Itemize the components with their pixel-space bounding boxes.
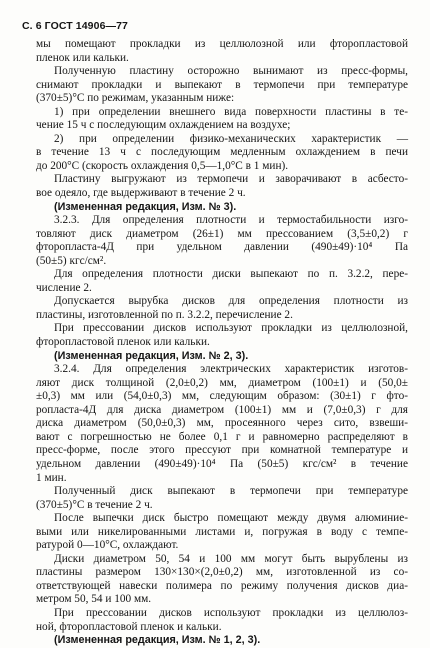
text-line: ляют диск толщиной (2,0±0,2) мм, диаметром (100±1) и (50,0± (36, 376, 408, 389)
text-line: ±0,3) мм или (54,0±0,3) мм, следующим образом: (30±1) г фто- (36, 390, 408, 403)
text-line: Полученный диск выпекают в термопечи при температуре (54, 485, 408, 498)
text-line: ратурой 0—10°С, охлаждают. (36, 539, 179, 552)
text-line: 1 мин. (36, 471, 67, 484)
text-line: Пластину выгружают из термопечи и заворачивают в асбесто- (54, 173, 408, 186)
revision-note: (Измененная редакция, Изм. № 1, 2, 3). (54, 634, 261, 647)
text-line: чение 15 ч с последующим охлаждением на воздухе; (36, 119, 291, 132)
text-line: Для определения плотности диски выпекают по п. 3.2.2, пере- (54, 268, 408, 281)
text-line: фторопласта-4Д при удельном давлении (490±49)·10⁴ Па (36, 241, 408, 254)
text-line: ропласта-4Д для диска диаметром (100±1) мм и (7,0±0,3) г для (36, 403, 408, 416)
text-line: числение 2. (36, 281, 92, 294)
text-line: При прессовании дисков используют прокладки из целлюлоз- (54, 606, 408, 619)
text-line: (370±5)°С по режимам, указанным ниже: (36, 92, 235, 105)
revision-note: (Измененная редакция, Изм. № 3). (54, 200, 237, 213)
text-line: мы помещают прокладки из целлюлозной или фторопластовой (36, 38, 408, 50)
text-line: пресс-форме, после этого прессуют при комнатной температуре и (36, 444, 408, 457)
page-header: С. 6 ГОСТ 14906—77 (22, 20, 128, 32)
text-line: пленок или кальки. (36, 51, 129, 64)
text-line: до 200°С (скорость охлаждения 0,5—1,0°С в 1 мин). (36, 159, 289, 172)
text-line: (50±5) кгс/см². (36, 254, 107, 267)
text-line: (370±5)°С в течение 2 ч. (36, 498, 153, 511)
text-line: вают с погрешностью не более 0,1 г и равномерно распределяют в (36, 430, 408, 443)
text-line: вое одеяло, где выдерживают в течение 2 ч. (36, 187, 246, 200)
text-line: в течение 13 ч с последующим медленным охлаждением в печи (36, 146, 408, 159)
text-line: пластины, изготовленной по п. 3.2.2, перечисление 2. (36, 308, 293, 321)
text-line: метром 50, 54 и 100 мм. (36, 593, 152, 606)
text-line: выми или никелированными листами и, погружая в воду с темпе- (36, 525, 408, 538)
text-line: пластины размером 130×130×(2,0±0,2) мм, изготовленной из со- (36, 566, 408, 579)
text-line: товляют диск диаметром (26±1) мм прессованием (3,5±0,2) г (36, 227, 408, 240)
revision-note: (Измененная редакция, Изм. № 2, 3). (54, 349, 249, 362)
text-line: Диски диаметром 50, 54 и 100 мм могут быть вырублены из (54, 552, 408, 565)
text-line: 3.2.3. Для определения плотности и термостабильности изго- (54, 214, 408, 227)
text-line: 3.2.4. Для определения электрических характеристик изготов- (54, 363, 408, 376)
text-line: удельном давлении (490±49)·10⁴ Па (50±5) кгс/см² в течение (36, 457, 408, 470)
document-body (36, 38, 408, 648)
text-line: ответствующей навески полимера по режиму получения дисков диа- (36, 579, 408, 592)
text-line: Полученную пластину осторожно вынимают из пресс-формы, (54, 65, 408, 78)
text-line: После выпечки диск быстро помещают между двумя алюминие- (54, 512, 408, 525)
text-line: ной, фторопластовой пленок и кальки. (36, 620, 222, 633)
text-line: При прессовании дисков используют прокладки из целлюлозной, (54, 322, 408, 335)
text-line: 2) при определении физико-механических характеристик — (54, 132, 408, 145)
text-line: фторопластовой пленок или кальки. (36, 336, 210, 349)
text-line: снимают прокладки и выпекают в термопечи при температуре (36, 78, 408, 91)
text-line: диска диаметром (50,0±0,3) мм, просеянного через сито, взвеши- (36, 417, 408, 430)
text-line: Допускается вырубка дисков для определения плотности из (54, 295, 408, 308)
text-line: 1) при определении внешнего вида поверхности пластины в те- (54, 105, 408, 118)
